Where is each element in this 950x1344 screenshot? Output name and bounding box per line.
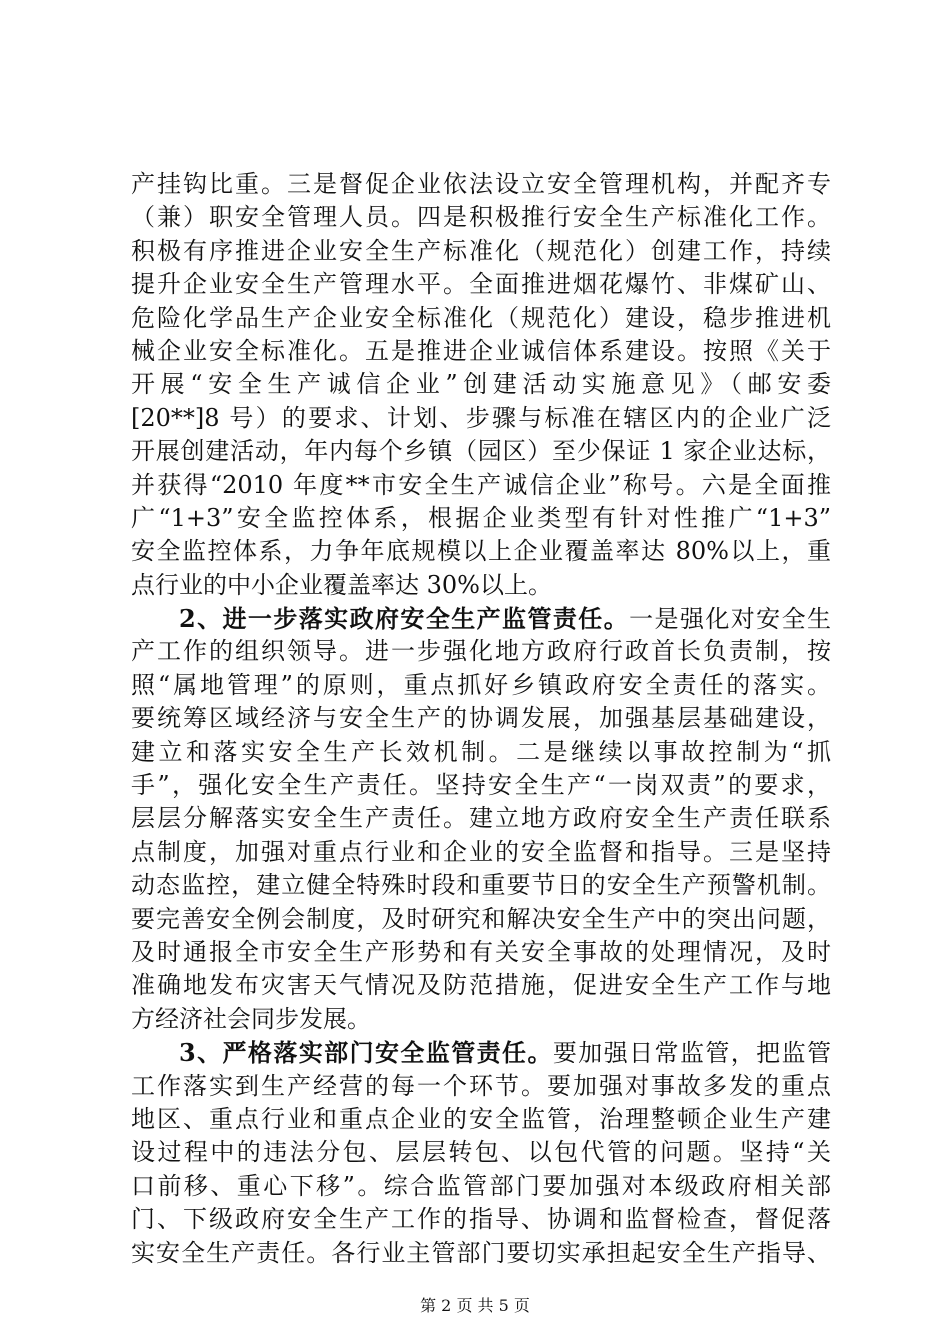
text-line: 口前移、重心下移”。综合监管部门要加强对本级政府相关部	[131, 1171, 831, 1200]
text-line: 产工作的组织领导。进一步强化地方政府行政首长负责制，按	[131, 637, 831, 666]
text-line: [20**]8 号）的要求、计划、步骤与标准在辖区内的企业广泛	[131, 403, 831, 432]
text-line: 安全监控体系，力争年底规模以上企业覆盖率达 80%以上，重	[131, 537, 831, 566]
page-footer: 第 2 页 共 5 页	[420, 1296, 530, 1315]
text-line: 并获得“2010 年度**市安全生产诚信企业”称号。六是全面推	[131, 470, 831, 499]
paragraph-3-first-rest: 要加强日常监管，把监管	[552, 1039, 832, 1068]
paragraph-3-first-line	[131, 1036, 831, 1069]
text-line: 点制度，加强对重点行业和企业的安全监督和指导。三是坚持	[131, 837, 831, 866]
text-line: 要完善安全例会制度，及时研究和解决安全生产中的突出问题，	[131, 904, 831, 933]
text-line: 门、下级政府安全生产工作的指导、协调和监督检查，督促落	[131, 1205, 831, 1234]
text-line: 广“1+3”安全监控体系，根据企业类型有针对性推广“1+3”	[131, 503, 831, 532]
text-line: 危险化学品生产企业安全标准化（规范化）建设，稳步推进机	[131, 303, 831, 332]
text-line: 层层分解落实安全生产责任。建立地方政府安全生产责任联系	[131, 804, 831, 833]
text-line: 设过程中的违法分包、层层转包、以包代管的问题。坚持“关	[131, 1138, 831, 1167]
text-line: 产挂钩比重。三是督促企业依法设立安全管理机构，并配齐专	[131, 170, 831, 198]
text-line: 工作落实到生产经营的每一个环节。要加强对事故多发的重点	[131, 1071, 831, 1100]
body-text	[131, 168, 831, 1270]
text-line: 要统筹区域经济与安全生产的协调发展，加强基层基础建设，	[131, 704, 831, 733]
paragraph-3-heading: 3、严格落实部门安全监管责任。	[179, 1038, 553, 1068]
text-line: 地区、重点行业和重点企业的安全监管，治理整顿企业生产建	[131, 1104, 831, 1133]
text-line: 开展创建活动，年内每个乡镇（园区）至少保证 1 家企业达标，	[131, 437, 831, 466]
text-line: 械企业安全标准化。五是推进企业诚信体系建设。按照《关于	[131, 336, 831, 365]
text-line: 动态监控，建立健全特殊时段和重要节日的安全生产预警机制。	[131, 871, 831, 900]
text-line: 积极有序推进企业安全生产标准化（规范化）创建工作，持续	[131, 236, 831, 265]
text-line: 及时通报全市安全生产形势和有关安全事故的处理情况，及时	[131, 937, 831, 966]
text-line: 建立和落实安全生产长效机制。二是继续以事故控制为“抓	[131, 737, 831, 766]
text-line: 手”，强化安全生产责任。坚持安全生产“一岗双责”的要求，	[131, 771, 831, 800]
paragraph-2-heading: 2、进一步落实政府安全生产监管责任。	[179, 604, 630, 634]
text-line: 准确地发布灾害天气情况及防范措施，促进安全生产工作与地	[131, 971, 831, 1000]
paragraph-2-first-line	[131, 602, 831, 635]
text-line: 点行业的中小企业覆盖率达 30%以上。	[131, 570, 552, 599]
paragraph-2-first-rest: 一是强化对安全生	[629, 605, 832, 634]
text-line: （兼）职安全管理人员。四是积极推行安全生产标准化工作。	[131, 203, 831, 232]
text-line: 开展“安全生产诚信企业”创建活动实施意见》（邮安委	[131, 370, 831, 399]
text-line: 实安全生产责任。各行业主管部门要切实承担起安全生产指导、	[131, 1238, 831, 1267]
text-line: 提升企业安全生产管理水平。全面推进烟花爆竹、非煤矿山、	[131, 270, 831, 299]
text-line: 方经济社会同步发展。	[131, 1004, 371, 1033]
text-line: 照“属地管理”的原则，重点抓好乡镇政府安全责任的落实。	[131, 670, 831, 699]
